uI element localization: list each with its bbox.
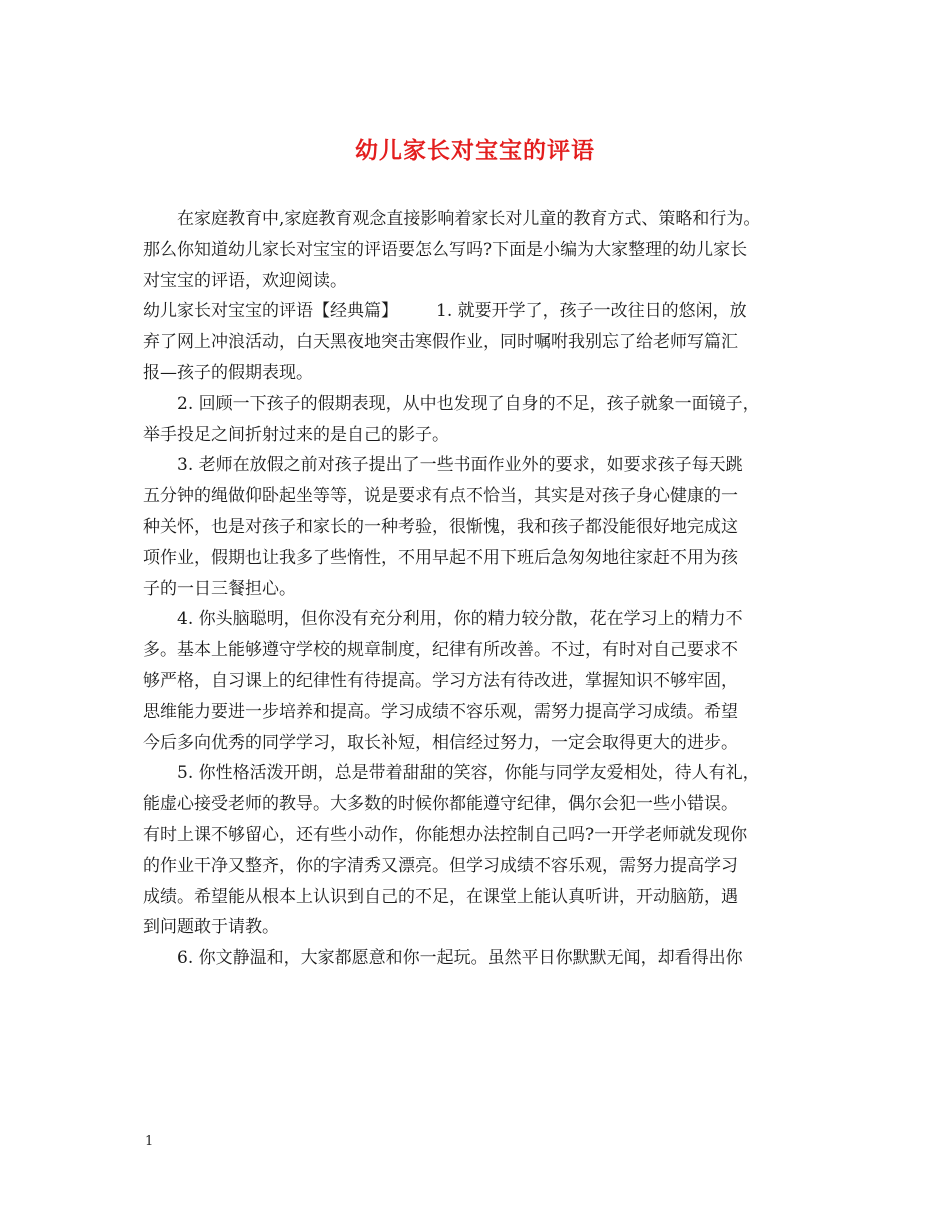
body-line: 5. 你性格活泼开朗，总是带着甜甜的笑容，你能与同学友爱相处，待人有礼， (177, 763, 760, 784)
body-line: 在家庭教育中,家庭教育观念直接影响着家长对儿童的教育方式、策略和行为。 (177, 209, 761, 229)
body-line: 弃了网上冲浪活动，白天黑夜地突击寒假作业，同时嘱咐我别忘了给老师写篇汇 (143, 332, 738, 353)
body-line: 种关怀，也是对孩子和家长的一种考验，很惭愧，我和孩子都没能很好地完成这 (143, 516, 738, 537)
body-line: 思维能力要进一步培养和提高。学习成绩不容乐观，需努力提高学习成绩。希望 (143, 701, 738, 722)
body-line: 子的一日三餐担心。 (143, 578, 296, 599)
body-line: 对宝宝的评语，欢迎阅读。 (143, 270, 347, 291)
document-title: 幼儿家长对宝宝的评语 (355, 137, 595, 164)
body-line: 成绩。希望能从根本上认识到自己的不足，在课堂上能认真听讲，开动脑筋，遇 (143, 886, 738, 907)
body-line: 能虚心接受老师的教导。大多数的时候你都能遵守纪律，偶尔会犯一些小错误。 (143, 794, 738, 815)
body-line: 有时上课不够留心，还有些小动作，你能想办法控制自己吗?一开学老师就发现你 (143, 824, 748, 845)
body-line: 那么你知道幼儿家长对宝宝的评语要怎么写吗?下面是小编为大家整理的幼儿家长 (143, 239, 748, 260)
body-line: 举手投足之间折射过来的是自己的影子。 (143, 424, 449, 445)
section-heading: 幼儿家长对宝宝的评语【经典篇】 (143, 301, 398, 322)
body-line: 项作业，假期也让我多了些惰性，不用早起不用下班后急匆匆地往家赶不用为孩 (143, 547, 738, 568)
body-line: 今后多向优秀的同学学习，取长补短，相信经过努力，一定会取得更大的进步。 (143, 732, 738, 753)
body-line: 够严格，自习课上的纪律性有待提高。学习方法有待改进，掌握知识不够牢固， (143, 670, 738, 691)
body-line: 2. 回顾一下孩子的假期表现，从中也发现了自身的不足，孩子就象一面镜子， (177, 393, 760, 414)
body-line: 多。基本上能够遵守学校的规章制度，纪律有所改善。不过，有时对自己要求不 (143, 640, 738, 661)
body-line: 五分钟的绳做仰卧起坐等等，说是要求有点不恰当，其实是对孩子身心健康的一 (143, 486, 738, 507)
body-line: 3. 老师在放假之前对孩子提出了一些书面作业外的要求，如要求孩子每天跳 (177, 455, 743, 476)
body-line: 的作业干净又整齐，你的字清秀又漂亮。但学习成绩不容乐观，需努力提高学习 (143, 855, 738, 876)
document-body (143, 204, 815, 974)
body-line: 到问题敢于请教。 (143, 917, 279, 938)
body-line: 报—孩子的假期表现。 (143, 362, 313, 383)
page-number: 1 (145, 1134, 154, 1149)
body-line: 4. 你头脑聪明，但你没有充分利用，你的精力较分散，花在学习上的精力不 (177, 609, 743, 630)
body-line: 6. 你文静温和，大家都愿意和你一起玩。虽然平日你默默无闻，却看得出你 (177, 948, 743, 969)
body-line: 幼儿家长对宝宝的评语【经典篇】 1. 就要开学了，孩子一改往日的悠闲，放 (143, 301, 747, 322)
